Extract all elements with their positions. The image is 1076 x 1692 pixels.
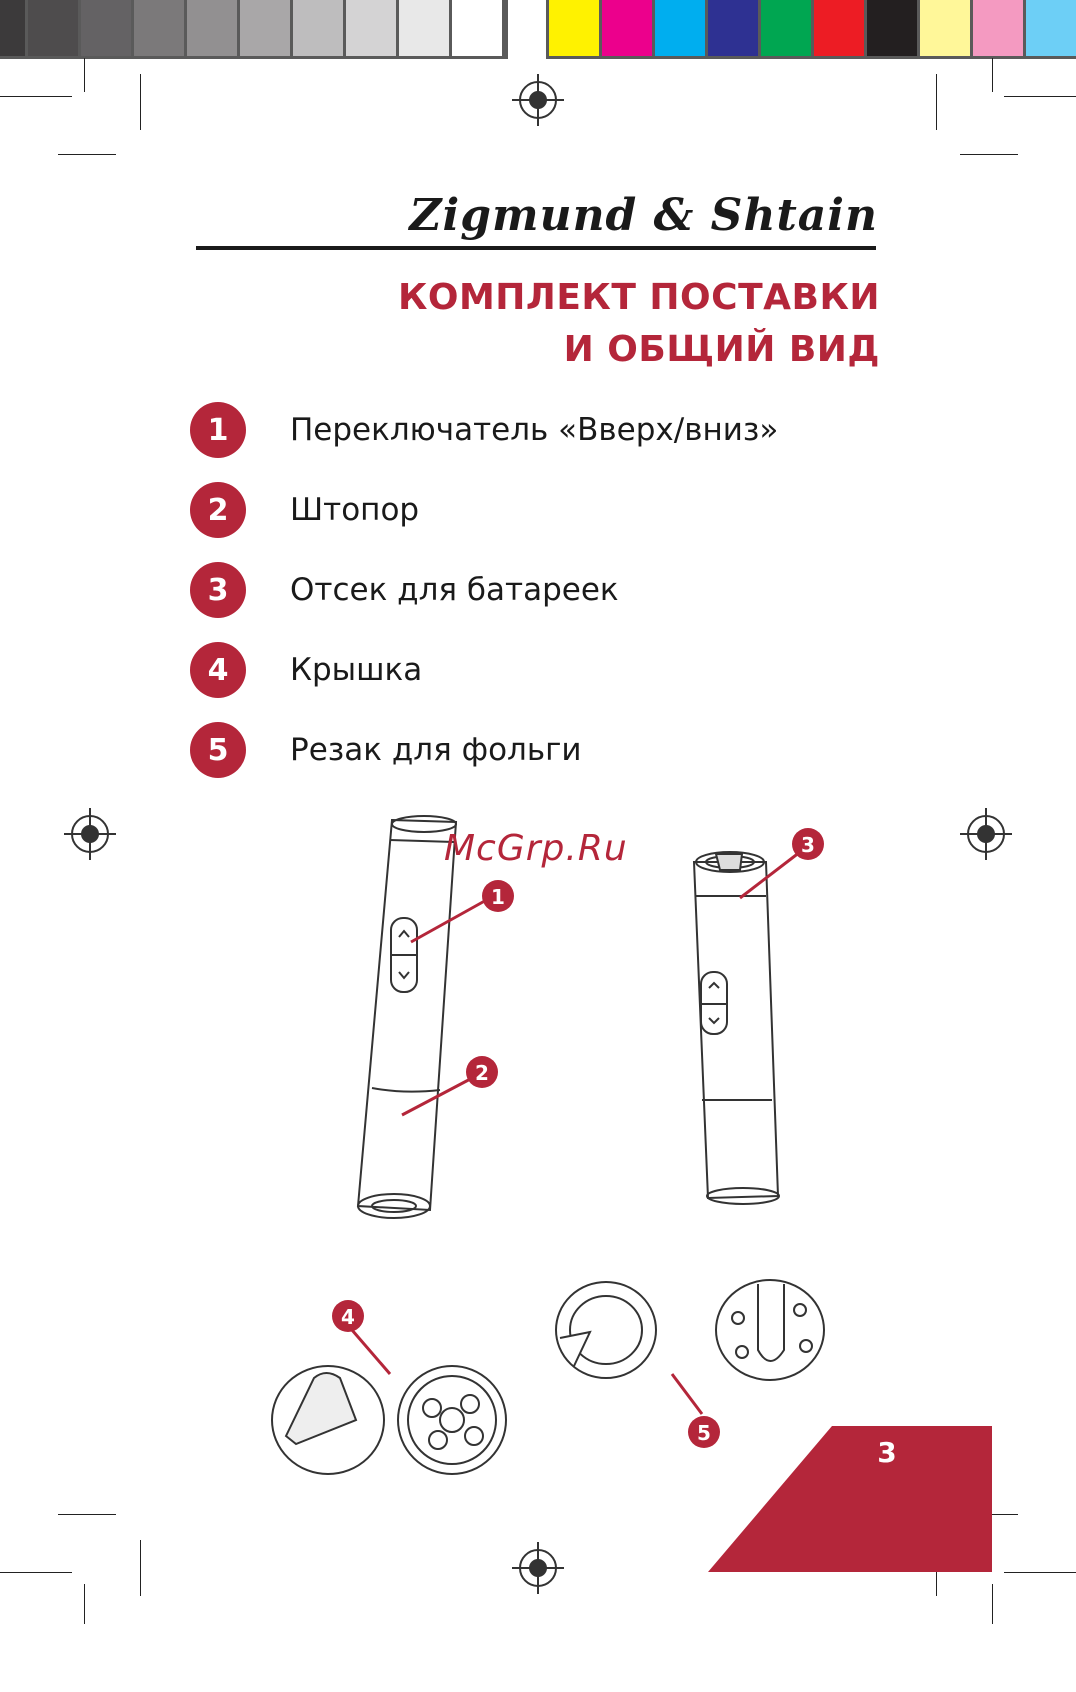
- item-label: Штопор: [290, 492, 420, 528]
- registration-target-icon: [512, 1542, 564, 1594]
- item-label: Переключатель «Вверх/вниз»: [290, 412, 779, 448]
- callout-number: 2: [475, 1061, 489, 1085]
- item-label: Крышка: [290, 652, 423, 688]
- item-number-badge: 4: [190, 642, 246, 698]
- registration-target-icon: [64, 808, 116, 860]
- corkscrew-front-view: [358, 816, 456, 1218]
- callout-badge: [466, 1056, 498, 1088]
- foil-cutter-illustration: [556, 1280, 824, 1380]
- page-corner-shape: [708, 1426, 992, 1572]
- brand-logo: Zigmund & Shtain: [409, 190, 878, 241]
- title-line-2: И ОБЩИЙ ВИД: [563, 329, 880, 370]
- item-number-badge: 1: [190, 402, 246, 458]
- callout-number: 1: [491, 885, 505, 909]
- page-number: 3: [877, 1436, 897, 1469]
- callout-badge: [482, 880, 514, 912]
- lid-illustration: [272, 1366, 506, 1474]
- corkscrew-rear-view: [694, 852, 779, 1204]
- item-label: Резак для фольги: [290, 732, 582, 768]
- item-number-badge: 5: [190, 722, 246, 778]
- item-label: Отсек для батареек: [290, 572, 619, 608]
- registration-target-icon: [960, 808, 1012, 860]
- registration-target-icon: [512, 74, 564, 126]
- watermark: McGrp.Ru: [444, 828, 628, 869]
- callout-number: 5: [697, 1421, 711, 1445]
- callout-badge: [792, 828, 824, 860]
- callout-number: 3: [801, 833, 815, 857]
- item-number-badge: 2: [190, 482, 246, 538]
- title-line-1: КОМПЛЕКТ ПОСТАВКИ: [397, 277, 880, 318]
- callout-number: 4: [341, 1305, 355, 1329]
- callout-badge: [332, 1300, 364, 1332]
- callout-badge: [688, 1416, 720, 1448]
- item-number-badge: 3: [190, 562, 246, 618]
